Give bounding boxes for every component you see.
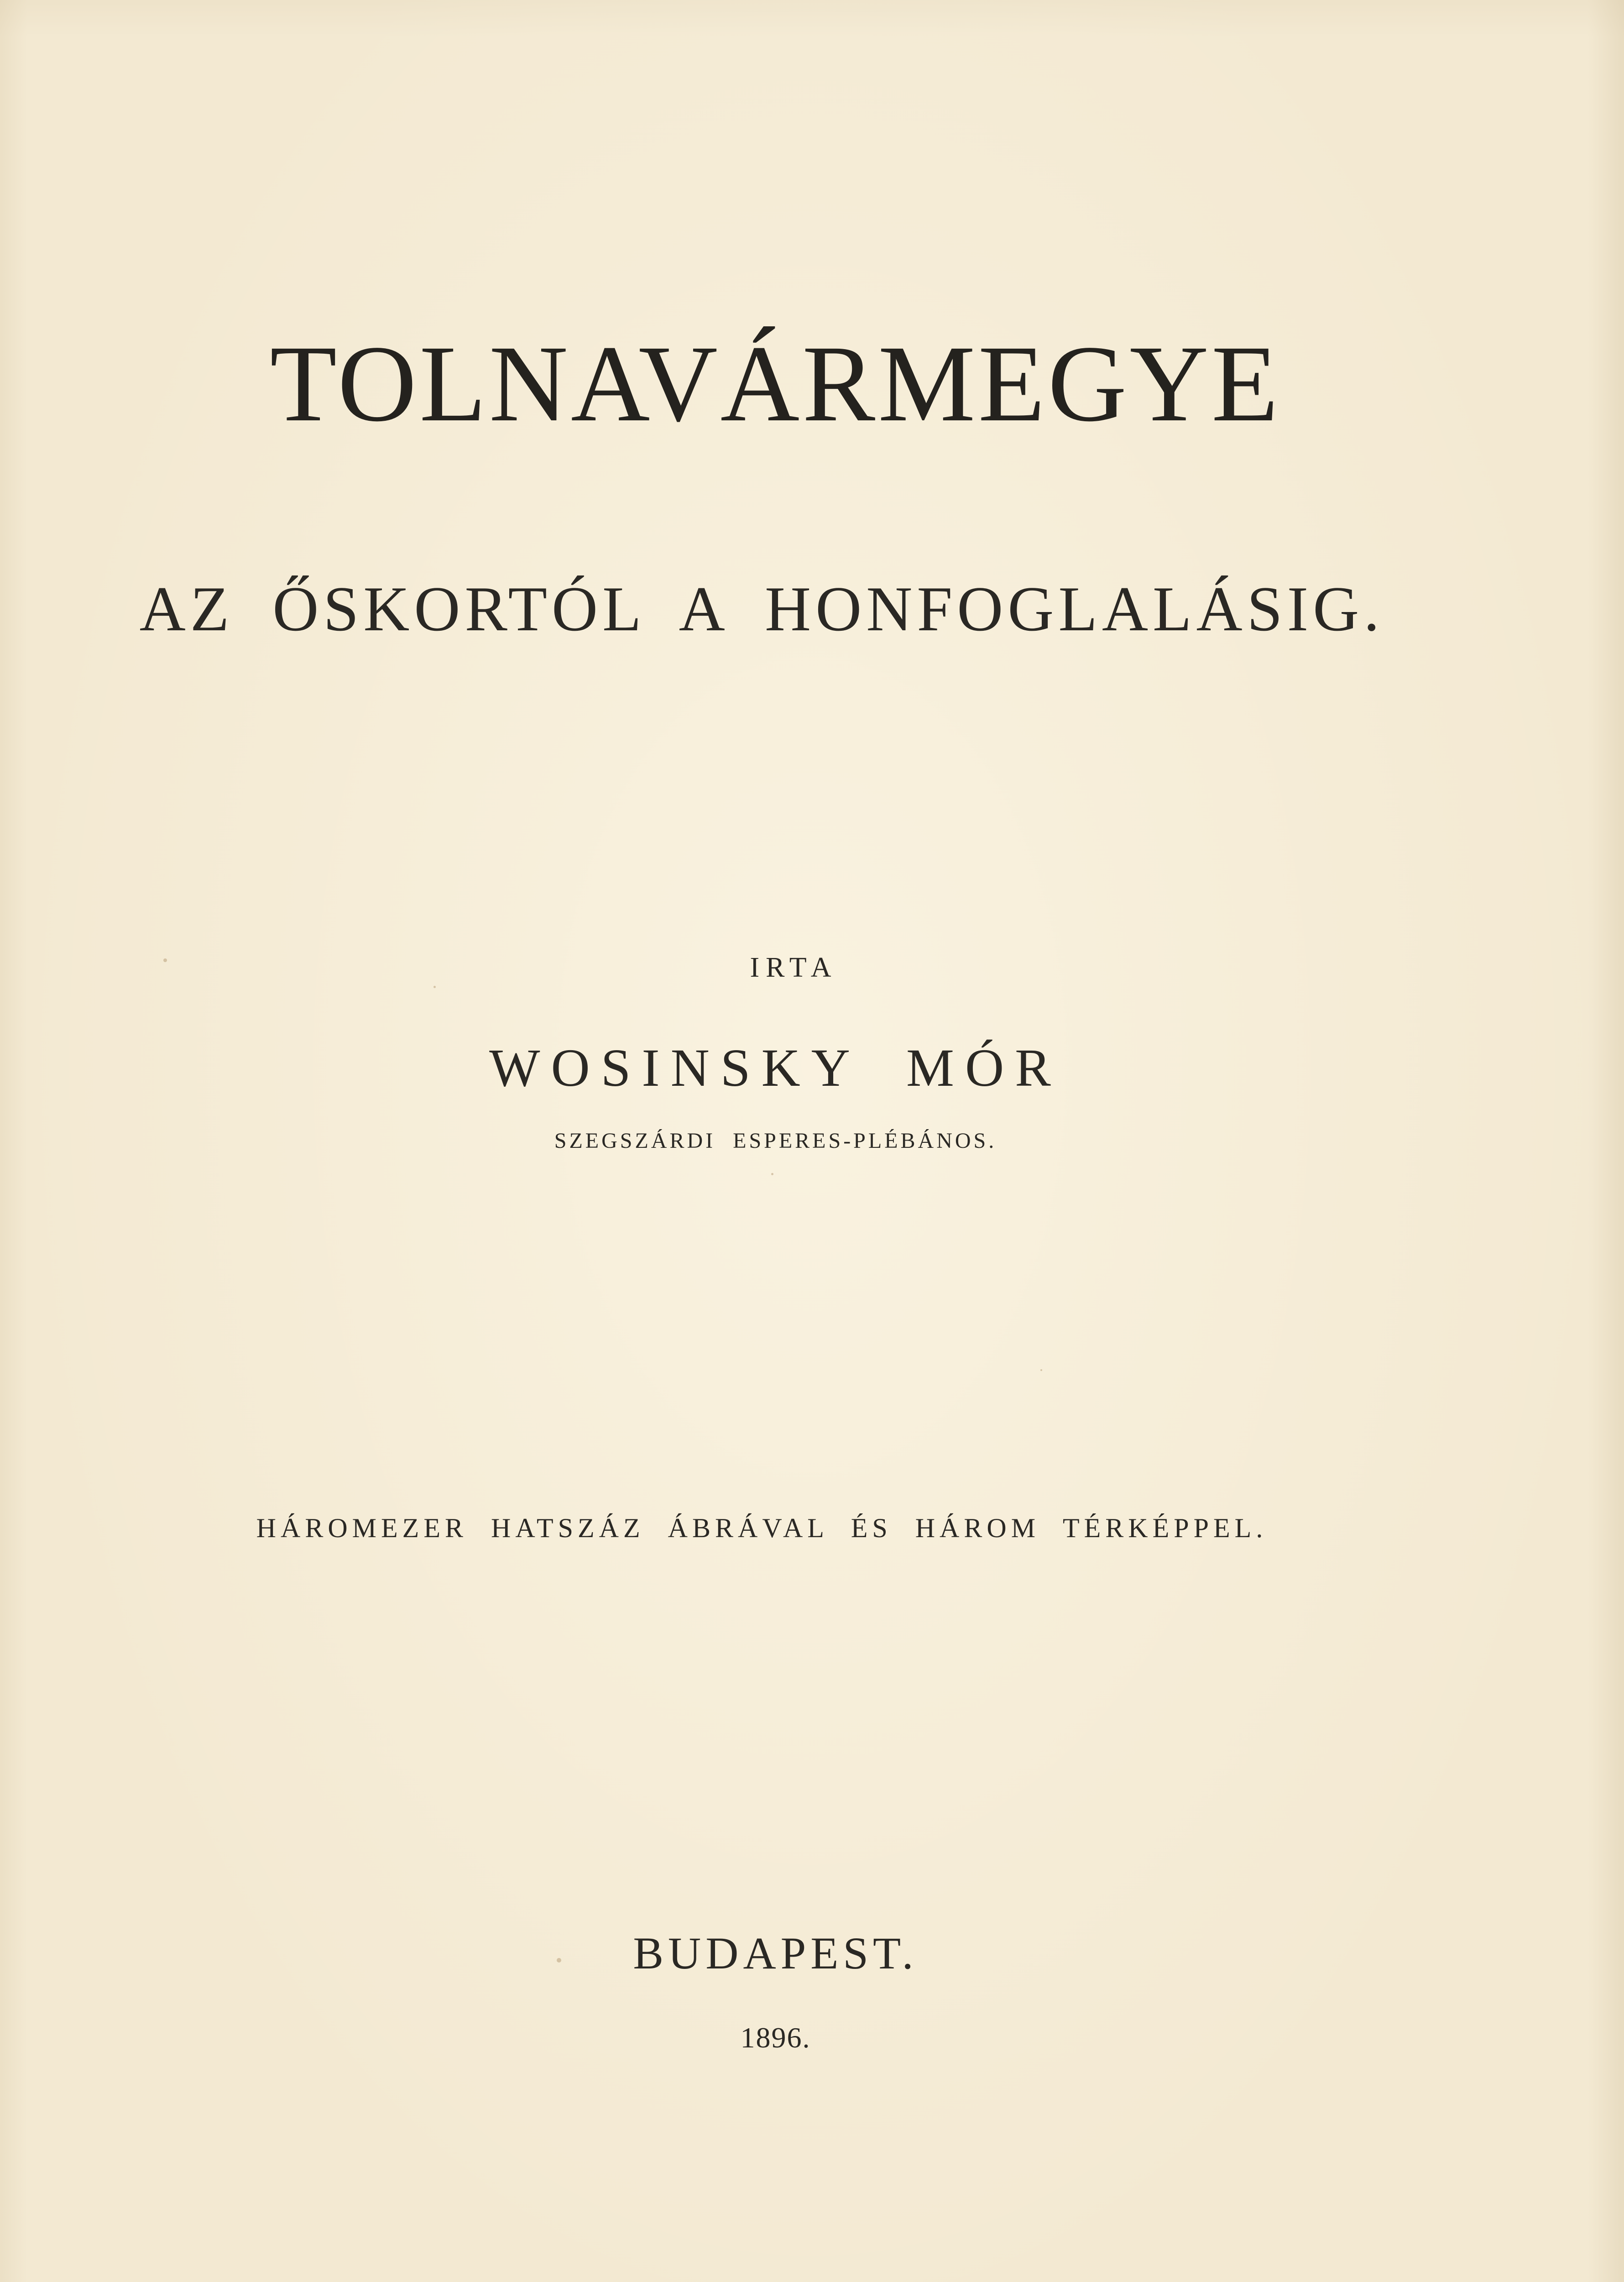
publication-city: BUDAPEST. xyxy=(633,1928,918,1978)
paper-speck xyxy=(1040,1369,1042,1371)
publication-year: 1896. xyxy=(740,2021,811,2054)
written-by-label: IRTA xyxy=(750,952,838,983)
paper-speck xyxy=(557,1958,561,1963)
author-role: SZEGSZÁRDI ESPERES-PLÉBÁNOS. xyxy=(554,1129,997,1153)
author-name: WOSINSKY MÓR xyxy=(489,1038,1062,1098)
paper-speck xyxy=(433,986,436,988)
book-title: TOLNAVÁRMEGYE xyxy=(270,323,1281,444)
paper-speck xyxy=(771,1173,773,1175)
illustrations-note: HÁROMEZER HATSZÁZ ÁBRÁVAL ÉS HÁROM TÉRKÉPPEL. xyxy=(256,1513,1268,1543)
paper-speck xyxy=(163,958,167,962)
book-subtitle: AZ ŐSKORTÓL A HONFOGLALÁSIG. xyxy=(139,574,1384,644)
